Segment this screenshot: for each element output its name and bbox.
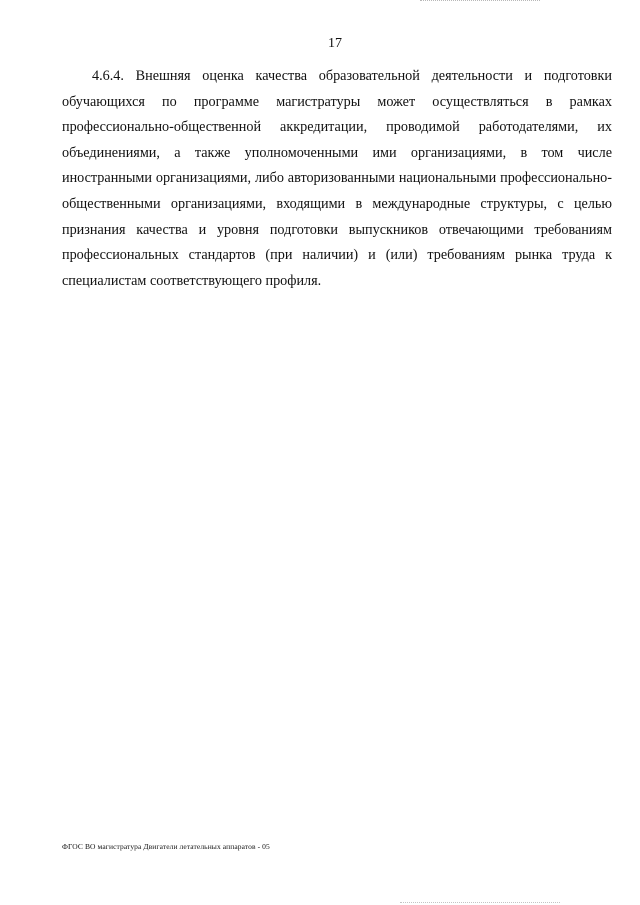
page-footer: ФГОС ВО магистратура Двигатели летательных аппаратов - 05 <box>62 842 270 851</box>
paragraph-4-6-4 <box>62 64 612 294</box>
page-number: 17 <box>328 36 342 51</box>
scan-edge-mark <box>420 0 540 3</box>
paragraph-text: 4.6.4. Внешняя оценка качества образовательной деятельности и подготовки обучающихся по программе магистратуры может осуществляться в рамках профессионально-общественной аккредитации, проводимой работодателями, их объединениями, а также уполномоченными ими организациями, в том числе иностранными организациями, либо авторизованными национальными профессионально-общественными организациями, входящими в международные структуры, с целью признания качества и уровня подготовки выпускников отвечающими требованиям профессиональных стандартов (при наличии) и (или) требованиям рынка труда к специалистам соответствующего профиля. <box>62 68 612 289</box>
